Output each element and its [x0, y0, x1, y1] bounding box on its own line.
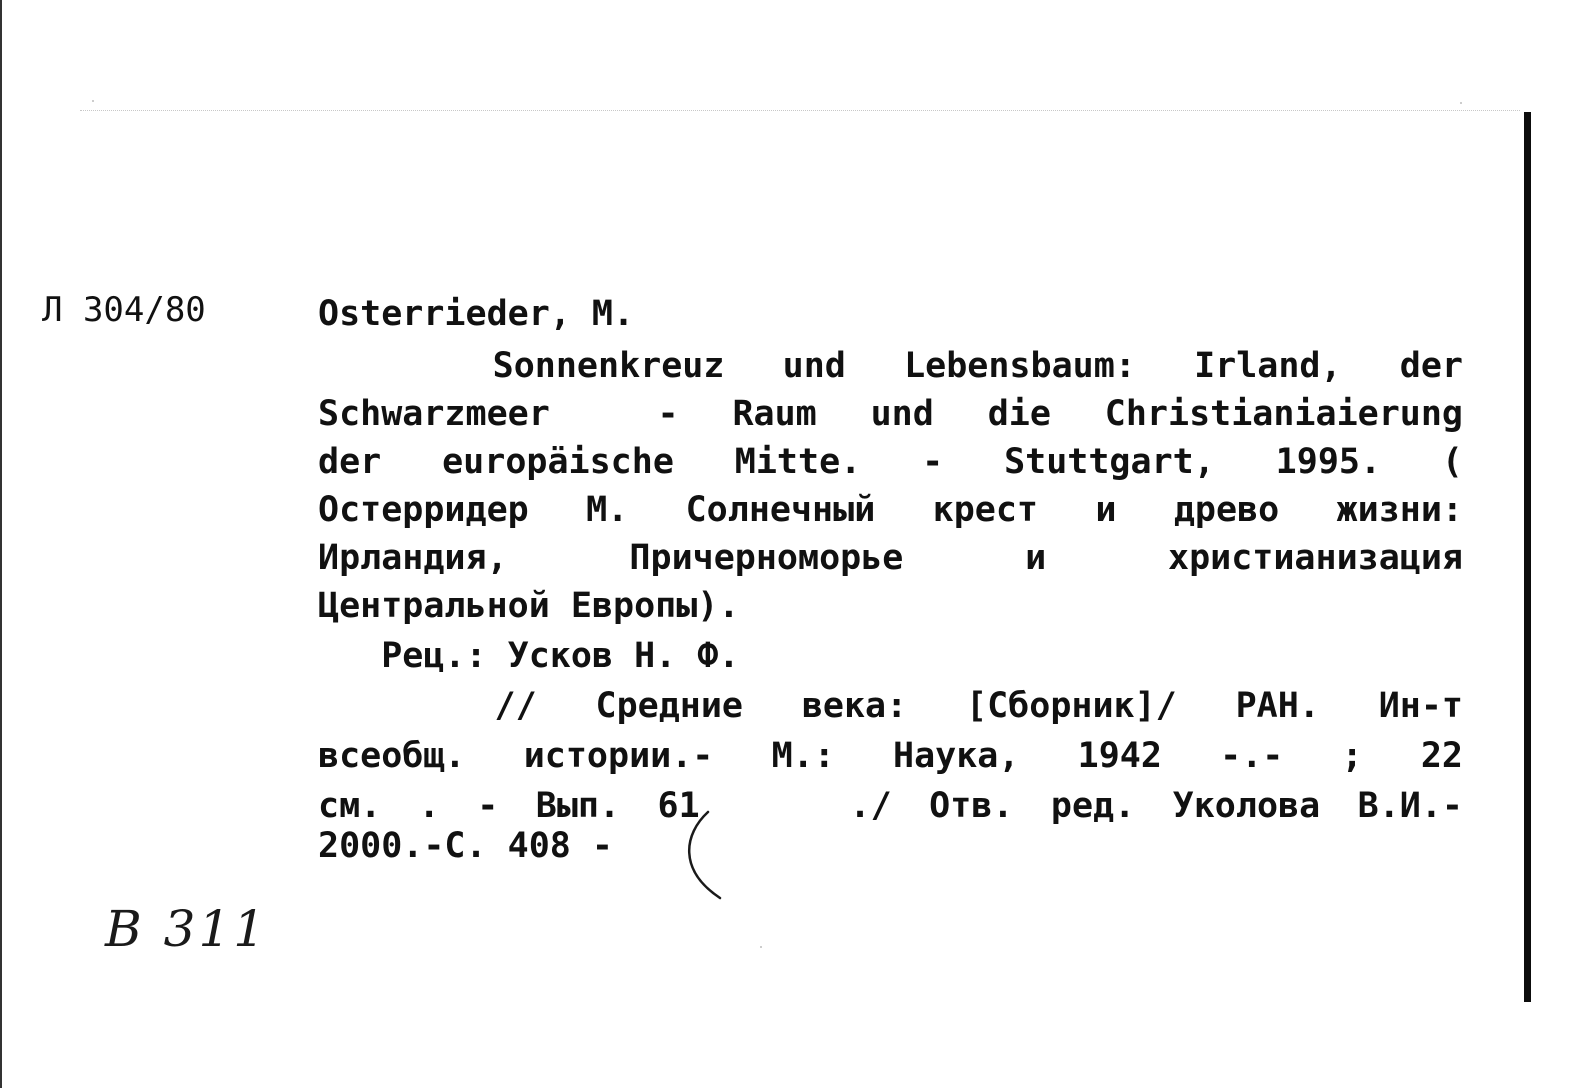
scan-speck: [1460, 102, 1462, 104]
title-line-1: Sonnenkreuz und Lebensbaum: Irland, der: [318, 346, 1463, 386]
title-line-3: der europäische Mitte. - Stuttgart, 1995. (: [318, 442, 1463, 482]
call-number: Л 304/80: [42, 290, 206, 330]
review-line: Рец.: Усков Н. Ф.: [318, 636, 740, 676]
handwritten-parenthesis-mark: [678, 808, 738, 903]
title-line-6: Центральной Европы).: [318, 586, 740, 626]
title-line-2: Schwarzmeer - Raum und die Christianiaierung: [318, 394, 1463, 434]
card-left-edge: [0, 0, 2, 1088]
source-line-4: 2000.-С. 408 -: [318, 826, 614, 866]
source-line-3: см. . - Вып. 61 ./ Отв. ред. Уколова В.И.-: [318, 786, 1463, 826]
source-line-1: // Средние века: [Сборник]/ РАН. Ин-т: [318, 686, 1463, 726]
title-line-4: Остерридер М. Солнечный крест и древо жизни:: [318, 490, 1463, 530]
card-right-border-bar: [1524, 112, 1531, 1002]
card-top-guide-line: [80, 110, 1520, 111]
handwritten-shelf-note: В 311: [105, 900, 269, 958]
author-line: Osterrieder, M.: [318, 294, 635, 334]
source-line-2: всеобщ. истории.- М.: Наука, 1942 -.- ; 22: [318, 736, 1463, 776]
scan-speck: [760, 946, 762, 948]
title-line-5: Ирландия, Причерноморье и христианизация: [318, 538, 1463, 578]
scan-speck: [92, 100, 94, 102]
